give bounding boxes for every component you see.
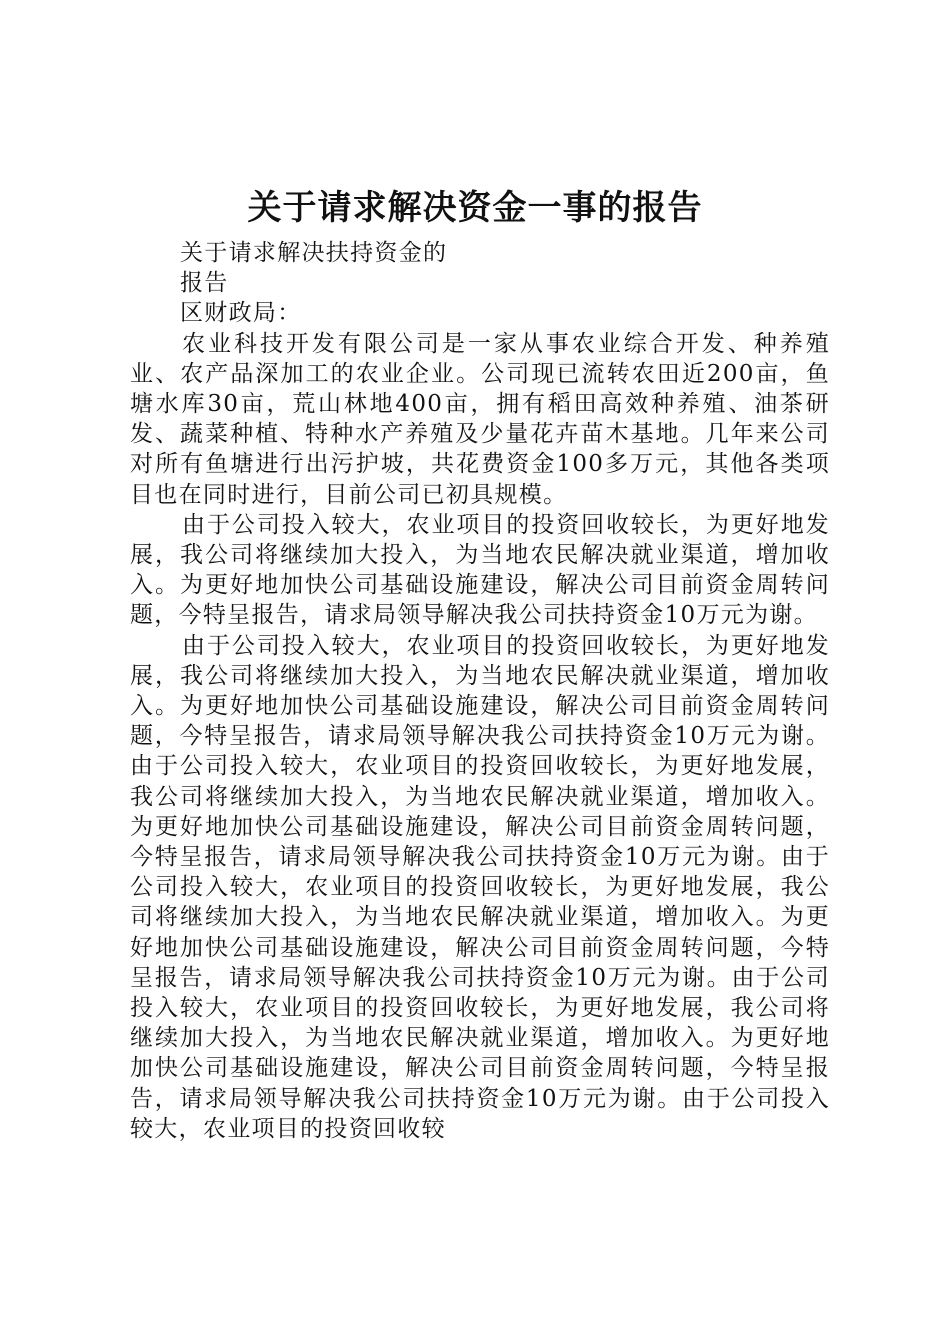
paragraph-1: 农业科技开发有限公司是一家从事农业综合开发、种养殖业、农产品深加工的农业企业。公司现已流转农田近200亩，鱼塘水库30亩，荒山林地400亩，拥有稻田高效种养殖、油茶研发、蔬菜种植、特种水产养殖及少量花卉苗木基地。几年来公司对所有鱼塘进行出污护坡，共花费资金100多万元，其他各类项目也在同时进行，目前公司已初具规模。 xyxy=(130,330,830,508)
subtitle-line-2: 报告 xyxy=(180,270,229,297)
document-title: 关于请求解决资金一事的报告 xyxy=(247,188,703,228)
addressee: 区财政局： xyxy=(180,300,302,327)
document-body xyxy=(130,238,830,1144)
paragraph-3: 由于公司投入较大，农业项目的投资回收较长，为更好地发展，我公司将继续加大投入，为当地农民解决就业渠道，增加收入。为更好地加快公司基础设施建设，解决公司目前资金周转问题，今特呈报告，请求局领导解决我公司扶持资金10万元为谢。由于公司投入较大，农业项目的投资回收较长，为更好地发展，我公司将继续加大投入，为当地农民解决就业渠道，增加收入。为更好地加快公司基础设施建设，解决公司目前资金周转问题，今特呈报告，请求局领导解决我公司扶持资金10万元为谢。由于公司投入较大，农业项目的投资回收较长，为更好地发展，我公司将继续加大投入，为当地农民解决就业渠道，增加收入。为更好地加快公司基础设施建设，解决公司目前资金周转问题，今特呈报告，请求局领导解决我公司扶持资金10万元为谢。由于公司投入较大，农业项目的投资回收较长，为更好地发展，我公司将继续加大投入，为当地农民解决就业渠道，增加收入。为更好地加快公司基础设施建设，解决公司目前资金周转问题，今特呈报告，请求局领导解决我公司扶持资金10万元为谢。由于公司投入较大，农业项目的投资回收较 xyxy=(130,632,830,1142)
subtitle-line-1: 关于请求解决扶持资金的 xyxy=(180,240,448,266)
paragraph-2: 由于公司投入较大，农业项目的投资回收较长，为更好地发展，我公司将继续加大投入，为当地农民解决就业渠道，增加收入。为更好地加快公司基础设施建设，解决公司目前资金周转问题，今特呈报告，请求局领导解决我公司扶持资金10万元为谢。 xyxy=(130,511,830,629)
